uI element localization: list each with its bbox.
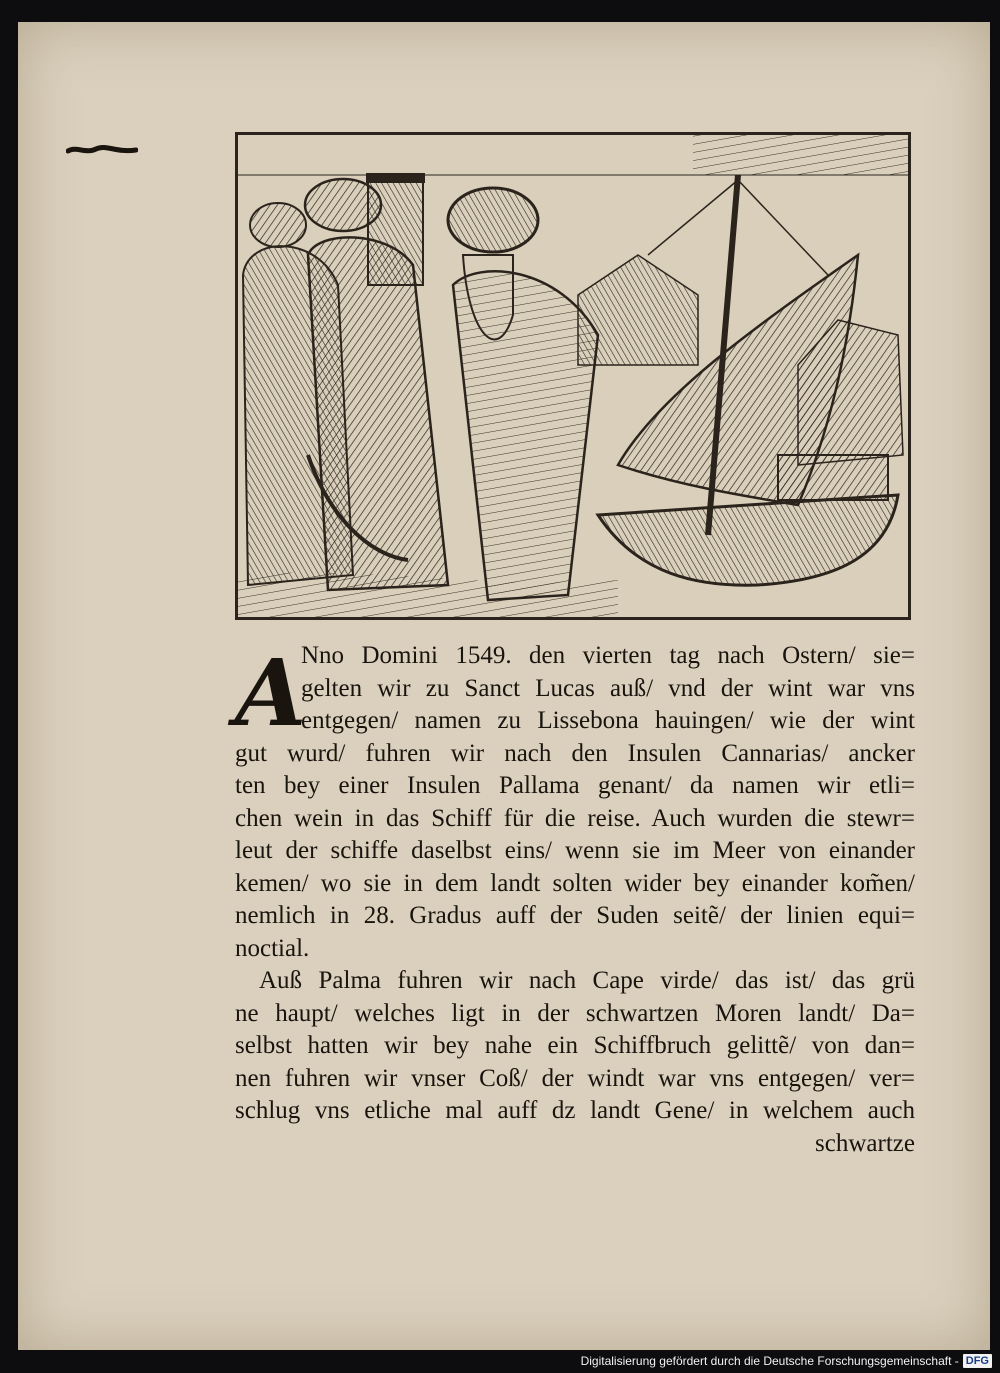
text-line: ne haupt/ welches ligt in der schwartzen Moren landt/ Da= <box>235 999 915 1027</box>
text-line: selbst hatten wir bey nahe ein Schiffbruch gelittẽ/ von dan= <box>235 1032 915 1059</box>
text-line: schlug vns etliche mal auff dz landt Gene/ in welchem auch <box>235 1097 915 1124</box>
digitization-credit <box>581 1352 992 1370</box>
text-line: chen wein in das Schiff für die reise. Auch wurden die stewr= <box>235 804 915 832</box>
book-page <box>18 22 990 1350</box>
ink-mark-icon <box>66 140 138 160</box>
text-block <box>235 640 915 1160</box>
woodcut-illustration-icon <box>238 135 908 617</box>
text-line: gelten wir zu Sanct Lucas auß/ vnd der wint war vns <box>301 674 915 702</box>
text-line: nemlich in 28. Gradus auff der Suden seitẽ/ der linien equi= <box>235 902 915 929</box>
text-line: ten bey einer Insulen Pallama genant/ da namen wir etli= <box>235 772 915 799</box>
text-line: leut der schiffe daselbst eins/ wenn sie im Meer von einander <box>235 837 915 864</box>
catchword: schwartze <box>815 1129 915 1157</box>
text-line: entgegen/ namen zu Lissebona hauingen/ wie der wint <box>301 707 915 734</box>
credit-text: Digitalisierung gefördert durch die Deutsche Forschungsgemeinschaft - <box>580 1354 959 1368</box>
text-line: gut wurd/ fuhren wir nach den Insulen Cannarias/ ancker <box>235 739 915 767</box>
text-line: nen fuhren wir vnser Coß/ der windt war vns entgegen/ ver= <box>235 1064 915 1092</box>
text-line: Auß Palma fuhren wir nach Cape virde/ das ist/ das grü <box>259 967 915 994</box>
text-line: kemen/ wo sie in dem landt solten wider bey einander kom̃en/ <box>235 869 915 897</box>
dfg-logo-icon[interactable]: DFG <box>963 1354 992 1368</box>
text-line: Nno Domini 1549. den vierten tag nach Ostern/ sie= <box>301 642 915 669</box>
woodcut-illustration <box>235 132 911 620</box>
drop-cap-initial: A <box>235 639 307 747</box>
text-line: noctial. <box>235 934 310 962</box>
